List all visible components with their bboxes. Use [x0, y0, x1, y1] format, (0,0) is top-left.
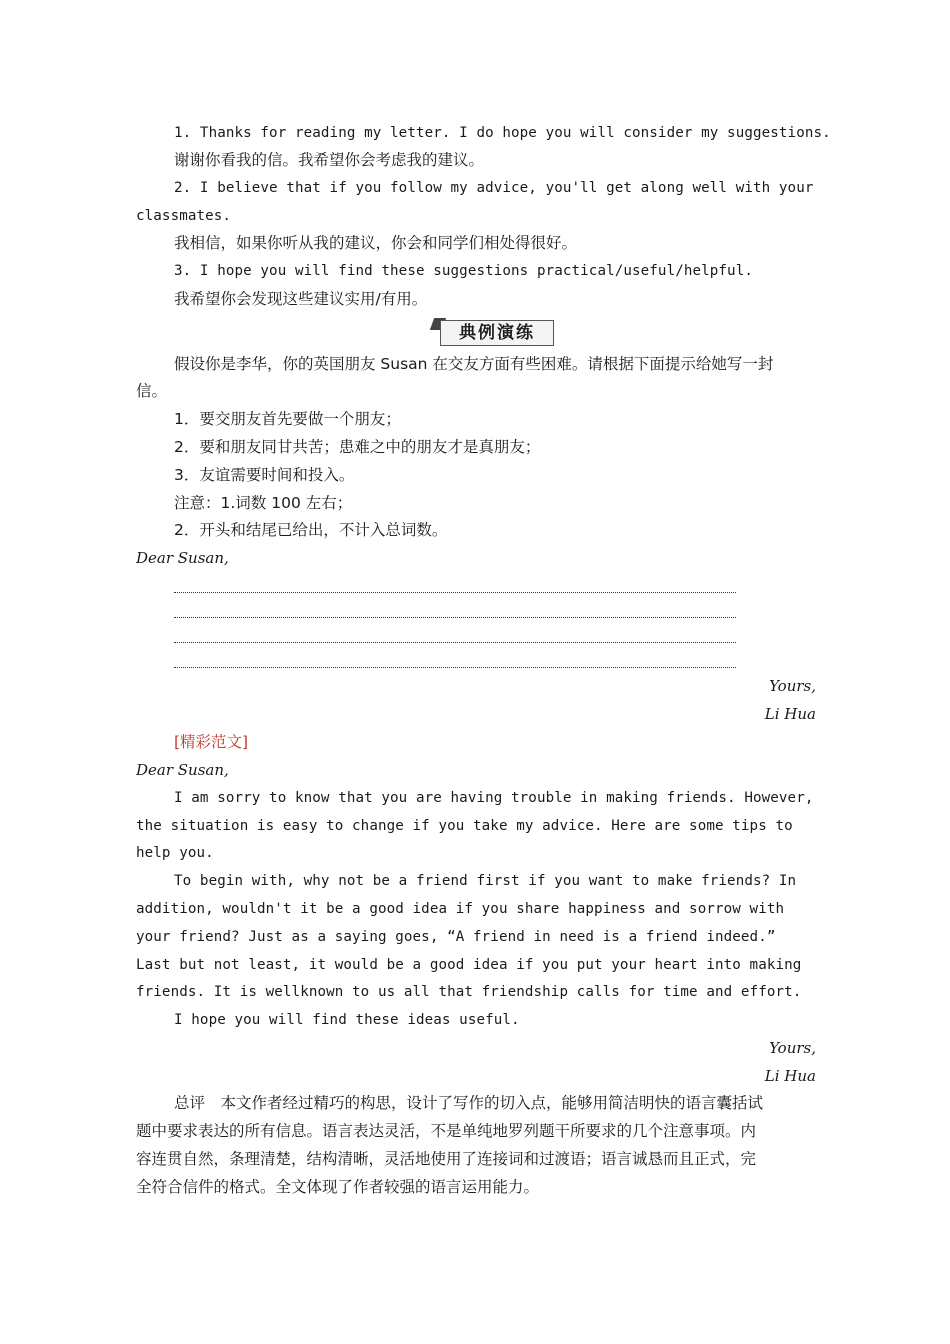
- task-point-1: 1．要交朋友首先要做一个朋友；: [174, 410, 401, 428]
- task-point-2: 2．要和朋友同甘共苦；患难之中的朋友才是真朋友；: [174, 438, 541, 456]
- sample-label: [精彩范文]: [174, 733, 249, 751]
- writing-line: [174, 667, 736, 668]
- tip-2-chinese: 我相信，如果你听从我的建议，你会和同学们相处得很好。: [174, 234, 578, 252]
- sample-closing: Yours,: [769, 1039, 816, 1057]
- sample-line: addition, wouldn't it be a good idea if you share happiness and sorrow with: [136, 901, 785, 917]
- tip-1-chinese: 谢谢你看我的信。我希望你会考虑我的建议。: [174, 151, 485, 169]
- review-line: 全符合信件的格式。全文体现了作者较强的语言运用能力。: [136, 1178, 540, 1196]
- task-intro: 假设你是李华，你的英国朋友 Susan 在交友方面有些困难。请根据下面提示给她写一封: [174, 355, 774, 373]
- section-banner: [432, 318, 556, 347]
- writing-line: [174, 642, 736, 643]
- task-closing: Yours,: [769, 677, 816, 695]
- sample-line: I hope you will find these ideas useful.: [174, 1012, 520, 1028]
- sample-line: your friend? Just as a saying goes, “A friend in need is a friend indeed.”: [136, 929, 776, 945]
- writing-line: [174, 617, 736, 618]
- review-line: 题中要求表达的所有信息。语言表达灵活，不是单纯地罗列题干所要求的几个注意事项。内: [136, 1122, 757, 1140]
- task-point-3: 3．友谊需要时间和投入。: [174, 466, 355, 484]
- sample-line: the situation is easy to change if you take my advice. Here are some tips to: [136, 818, 793, 834]
- sample-line: To begin with, why not be a friend first if you want to make friends? In: [174, 873, 797, 889]
- tip-2-english: 2. I believe that if you follow my advice, you'll get along well with your: [174, 180, 814, 196]
- sample-line: Last but not least, it would be a good idea if you put your heart into making: [136, 957, 802, 973]
- task-intro-cont: 信。: [136, 382, 168, 400]
- task-note-2: 2．开头和结尾已给出，不计入总词数。: [174, 521, 448, 539]
- sample-line: I am sorry to know that you are having trouble in making friends. However,: [174, 790, 814, 806]
- sample-line: friends. It is wellknown to us all that friendship calls for time and effort.: [136, 984, 802, 1000]
- tip-1-english: 1. Thanks for reading my letter. I do hope you will consider my suggestions.: [174, 125, 831, 141]
- tip-3-english: 3. I hope you will find these suggestions practical/useful/helpful.: [174, 263, 753, 279]
- section-banner-title: 典例演练: [440, 320, 554, 346]
- tip-3-chinese: 我希望你会发现这些建议实用/有用。: [174, 290, 428, 308]
- tip-2-english-cont: classmates.: [136, 208, 232, 224]
- task-greeting: Dear Susan,: [136, 549, 229, 567]
- task-note-1: 注意：1.词数 100 左右；: [174, 494, 353, 512]
- writing-line: [174, 592, 736, 593]
- sample-signature: Li Hua: [764, 1067, 816, 1085]
- sample-line: help you.: [136, 845, 214, 861]
- task-signature: Li Hua: [764, 705, 816, 723]
- review-line: 总评 本文作者经过精巧的构思，设计了写作的切入点，能够用简洁明快的语言囊括试: [174, 1094, 764, 1112]
- sample-greeting: Dear Susan,: [136, 761, 229, 779]
- review-line: 容连贯自然，条理清楚，结构清晰，灵活地使用了连接词和过渡语；语言诚恳而且正式，完: [136, 1150, 757, 1168]
